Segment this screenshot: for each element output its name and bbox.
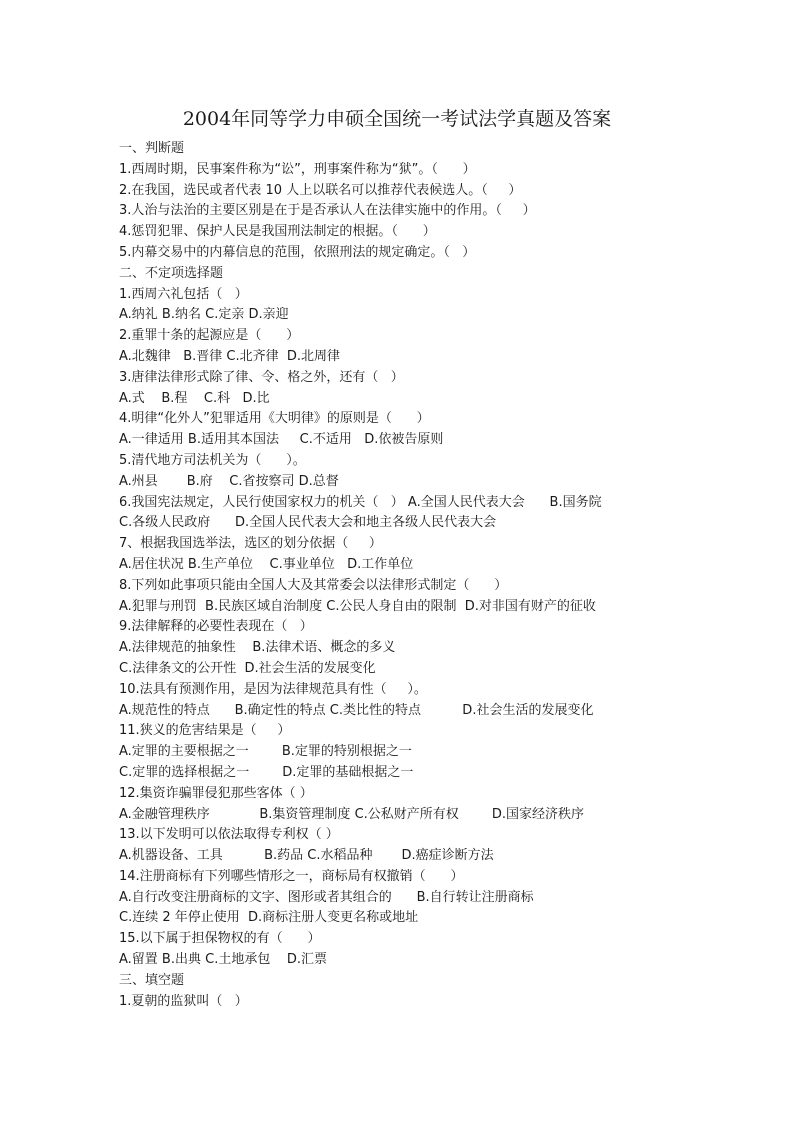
text-line: 8.下列如此事项只能由全国人大及其常委会以法律形式制定（ ） xyxy=(119,577,508,593)
text-line: 5.内幕交易中的内幕信息的范围，依照刑法的规定确定。（ ） xyxy=(119,244,476,260)
text-line: A.金融管理秩序 B.集资管理制度 C.公私财产所有权 D.国家经济秩序 xyxy=(119,806,584,822)
text-line: A.机器设备、工具 B.药品 C.水稻品种 D.癌症诊断方法 xyxy=(119,848,494,864)
text-line: 12.集资诈骗罪侵犯那些客体（ ） xyxy=(119,785,313,801)
text-line: A.式 B.程 C.科 D.比 xyxy=(119,390,270,406)
text-line: A.居住状况 B.生产单位 C.事业单位 D.工作单位 xyxy=(119,556,414,572)
text-line: A.自行改变注册商标的文字、图形或者其组合的 B.自行转让注册商标 xyxy=(119,889,534,905)
text-line: A.规范性的特点 B.确定性的特点 C.类比性的特点 D.社会生活的发展变化 xyxy=(119,702,594,718)
text-line: 6.我国宪法规定，人民行使国家权力的机关（ ） A.全国人民代表大会 B.国务院 xyxy=(119,494,602,510)
text-line: 3.人治与法治的主要区别是在于是否承认人在法律实施中的作用。（ ） xyxy=(119,203,536,219)
text-line: 2.在我国，选民或者代表 10 人上以联名可以推荐代表候选人。（ ） xyxy=(119,182,522,198)
text-line: 三、填空题 xyxy=(119,972,185,988)
text-line: 2.重罪十条的起源应是（ ） xyxy=(119,328,300,344)
text-line: A.留置 B.出典 C.土地承包 D.汇票 xyxy=(119,952,327,968)
text-line: 14.注册商标有下列哪些情形之一，商标局有权撤销（ ） xyxy=(119,868,464,884)
text-line: A.北魏律 B.晋律 C.北齐律 D.北周律 xyxy=(119,348,340,364)
text-line: A.纳礼 B.纳名 C.定亲 D.亲迎 xyxy=(119,307,289,323)
text-line: A.一律适用 B.适用其本国法 C.不适用 D.依被告原则 xyxy=(119,432,444,448)
text-line: 4.惩罚犯罪、保护人民是我国刑法制定的根据。（ ） xyxy=(119,224,436,240)
text-line: 1.夏朝的监狱叫（ ） xyxy=(119,993,248,1009)
text-line: 3.唐律法律形式除了律、令、格之外，还有（ ） xyxy=(119,369,404,385)
text-line: C.法律条文的公开性 D.社会生活的发展变化 xyxy=(119,660,376,676)
text-line: C.定罪的选择根据之一 D.定罪的基础根据之一 xyxy=(119,764,414,780)
text-line: C.各级人民政府 D.全国人民代表大会和地主各级人民代表大会 xyxy=(119,515,497,531)
document-title: 2004年同等学力申硕全国统一考试法学真题及答案 xyxy=(182,108,612,130)
document-body xyxy=(119,139,779,1012)
text-line: 二、不定项选择题 xyxy=(119,265,224,281)
text-line: 13.以下发明可以依法取得专利权（ ） xyxy=(119,827,339,843)
text-line: 11.狭义的危害结果是（ ） xyxy=(119,723,291,739)
text-line: 1.西周六礼包括（ ） xyxy=(119,286,248,302)
text-line: 15.以下属于担保物权的有（ ） xyxy=(119,931,321,947)
text-line: 7、根据我国选举法，选区的划分依据（ ） xyxy=(119,536,382,552)
text-line: 4.明律“化外人”犯罪适用《大明律》的原则是（ ） xyxy=(119,411,430,427)
text-line: A.法律规范的抽象性 B.法律术语、概念的多义 xyxy=(119,640,396,656)
text-line: A.定罪的主要根据之一 B.定罪的特别根据之一 xyxy=(119,744,412,760)
text-line: 1.西周时期，民事案件称为“讼”，刑事案件称为“狱”。（ ） xyxy=(119,161,476,177)
text-line: 5.清代地方司法机关为（ ）。 xyxy=(119,452,306,468)
text-line: 9.法律解释的必要性表现在（ ） xyxy=(119,619,313,635)
text-line: 一、判断题 xyxy=(119,141,185,156)
text-line: A.犯罪与刑罚 B.民族区域自治制度 C.公民人身自由的限制 D.对非国有财产的征收 xyxy=(119,598,596,614)
text-line: C.连续 2 年停止使用 D.商标注册人变更名称或地址 xyxy=(119,910,419,926)
text-line: 10.法具有预测作用，是因为法律规范具有性（ ）。 xyxy=(119,681,427,697)
text-line: A.州县 B.府 C.省按察司 D.总督 xyxy=(119,473,339,489)
